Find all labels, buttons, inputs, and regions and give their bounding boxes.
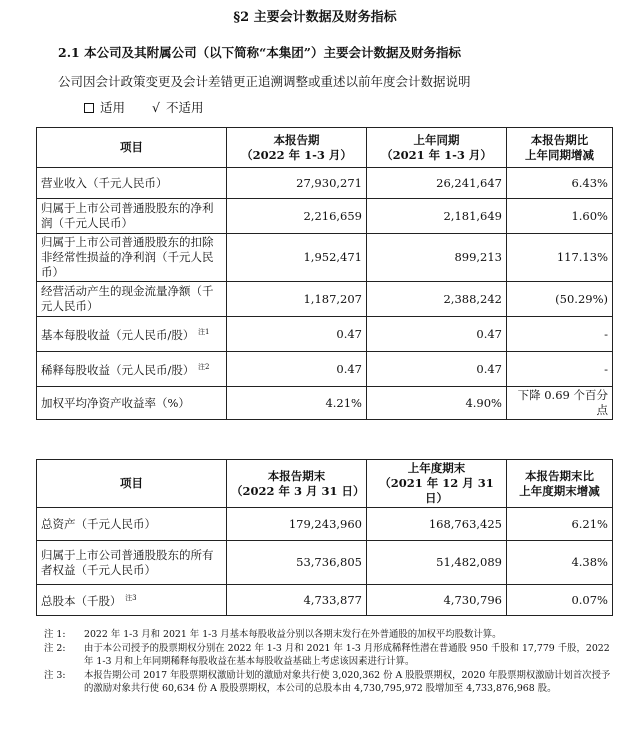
key-figures-table	[36, 127, 613, 420]
header-current: 本报告期 （2022 年 1-3 月）	[227, 128, 367, 168]
row-item: 归属于上市公司普通股股东的净利润（千元人民币）	[37, 199, 227, 234]
row-change: -	[507, 317, 613, 352]
row-prior: 899,213	[367, 234, 507, 282]
row-change: 0.07%	[507, 585, 613, 616]
row-change: 6.21%	[507, 508, 613, 541]
option-not-applicable-label: 不适用	[165, 100, 204, 115]
header-prior: 上年同期 （2021 年 1-3 月）	[367, 128, 507, 168]
table-row	[37, 508, 613, 541]
row-change: 4.38%	[507, 541, 613, 585]
footnote-ref: 注1	[198, 328, 210, 336]
footnote-ref: 注2	[198, 363, 210, 371]
row-prior: 2,181,649	[367, 199, 507, 234]
row-prior: 26,241,647	[367, 168, 507, 199]
row-item: 经营活动产生的现金流量净额（千元人民币）	[37, 282, 227, 317]
row-current: 4.21%	[227, 387, 367, 420]
footnote-item	[44, 669, 614, 696]
row-change: 下降 0.69 个百分点	[507, 387, 613, 420]
header-item: 项目	[37, 460, 227, 508]
row-item: 营业收入（千元人民币）	[37, 168, 227, 199]
row-item: 归属于上市公司普通股股东的所有者权益（千元人民币）	[37, 541, 227, 585]
row-current: 0.47	[227, 352, 367, 387]
row-prior: 51,482,089	[367, 541, 507, 585]
table-row	[37, 199, 613, 234]
row-prior: 4,730,796	[367, 585, 507, 616]
section-title: §2 主要会计数据及财务指标	[233, 10, 397, 25]
footnote-ref: 注3	[125, 594, 137, 602]
footnote-item	[44, 628, 614, 642]
row-item: 总股本（千股） $^{注3}$	[37, 585, 227, 616]
row-item: 总资产（千元人民币）	[37, 508, 227, 541]
row-current: 2,216,659	[227, 199, 367, 234]
header-change: 本报告期比 上年同期增减	[507, 128, 613, 168]
table-row	[37, 352, 613, 387]
row-prior: 0.47	[367, 352, 507, 387]
footnote-tag: 注 3:	[44, 669, 66, 681]
row-item: 稀释每股收益（元人民币/股） $^{注2}$	[37, 352, 227, 387]
row-current: 1,952,471	[227, 234, 367, 282]
header-prior: 上年度期末 （2021 年 12 月 31 日）	[367, 460, 507, 508]
footnote-text: 2022 年 1-3 月和 2021 年 1-3 月基本每股收益分别以各期末发行在外普通股的加权平均股数计算。	[84, 629, 502, 640]
footnote-tag: 注 1:	[44, 629, 66, 640]
row-change: 1.60%	[507, 199, 613, 234]
row-current: 179,243,960	[227, 508, 367, 541]
footnote-item	[44, 642, 614, 669]
checkmark-icon: √	[152, 100, 160, 115]
row-item: 归属于上市公司普通股股东的扣除非经常性损益的净利润（千元人民币）	[37, 234, 227, 282]
header-current: 本报告期末 （2022 年 3 月 31 日）	[227, 460, 367, 508]
row-item: 加权平均净资产收益率（%）	[37, 387, 227, 420]
table-row	[37, 317, 613, 352]
row-change: -	[507, 352, 613, 387]
row-item: 基本每股收益（元人民币/股） $^{注1}$	[37, 317, 227, 352]
table-row	[37, 585, 613, 616]
option-not-applicable	[152, 98, 203, 116]
checkbox-empty-icon	[84, 103, 94, 113]
row-prior: 168,763,425	[367, 508, 507, 541]
option-applicable-label: 适用	[100, 100, 126, 115]
row-change: 6.43%	[507, 168, 613, 199]
table-header-row	[37, 460, 613, 508]
footnotes	[44, 628, 614, 696]
footnote-text: 由于本公司授予的股票期权分别在 2022 年 1-3 月和 2021 年 1-3 月形成稀释性潜在普通股 950 千股和 17,779 千股，2022 年 1-3 月和上年同期稀释每股收益在基本每股收益基础上考虑该因素进行计算。	[84, 642, 610, 667]
header-change: 本报告期末比 上年度期末增减	[507, 460, 613, 508]
footnote-tag: 注 2:	[44, 642, 66, 654]
row-current: 4,733,877	[227, 585, 367, 616]
table-header-row	[37, 128, 613, 168]
footnote-text: 本报告期公司 2017 年股票期权激励计划的激励对象共行使 3,020,362 份 A 股股票期权，2020 年股票期权激励计划首次授予的激励对象共行使 60,634 份 A 股股票期权，本公司的总股本由 4,730,795,972 股增加至 4,733,876,968 股。	[84, 669, 611, 694]
header-item: 项目	[37, 128, 227, 168]
row-change: (50.29%)	[507, 282, 613, 317]
subsection-title: 2.1 本公司及其附属公司（以下简称“本集团”）主要会计数据及财务指标	[58, 45, 461, 60]
row-prior: 4.90%	[367, 387, 507, 420]
table-row	[37, 234, 613, 282]
row-prior: 2,388,242	[367, 282, 507, 317]
row-current: 1,187,207	[227, 282, 367, 317]
row-prior: 0.47	[367, 317, 507, 352]
row-change: 117.13%	[507, 234, 613, 282]
row-current: 0.47	[227, 317, 367, 352]
option-applicable	[84, 98, 125, 116]
row-current: 53,736,805	[227, 541, 367, 585]
table-row	[37, 168, 613, 199]
table-row	[37, 541, 613, 585]
table-row	[37, 387, 613, 420]
table-row	[37, 282, 613, 317]
row-current: 27,930,271	[227, 168, 367, 199]
restatement-note: 公司因会计政策变更及会计差错更正追溯调整或重述以前年度会计数据说明	[58, 74, 471, 89]
balance-figures-table	[36, 459, 613, 616]
